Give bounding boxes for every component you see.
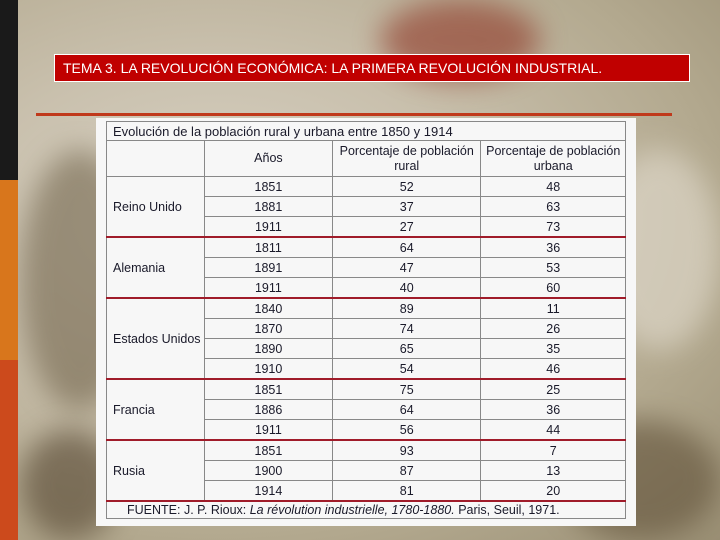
urban-pct-cell: 44 — [481, 420, 626, 441]
rural-pct-cell: 54 — [332, 359, 480, 380]
year-cell: 1910 — [204, 359, 332, 380]
urban-pct-cell: 73 — [481, 217, 626, 238]
year-cell: 1881 — [204, 197, 332, 217]
year-cell: 1890 — [204, 339, 332, 359]
country-cell: Alemania — [107, 237, 205, 298]
urban-pct-cell: 48 — [481, 177, 626, 197]
year-cell: 1911 — [204, 217, 332, 238]
table-row — [107, 237, 626, 258]
population-table — [106, 121, 626, 519]
rural-pct-cell: 56 — [332, 420, 480, 441]
table-row — [107, 298, 626, 319]
country-cell: Reino Unido — [107, 177, 205, 238]
urban-pct-cell: 35 — [481, 339, 626, 359]
country-cell: Francia — [107, 379, 205, 440]
urban-pct-cell: 60 — [481, 278, 626, 299]
table-source — [107, 501, 626, 519]
table-caption: Evolución de la población rural y urbana entre 1850 y 1914 — [107, 122, 626, 141]
source-suffix: Paris, Seuil, 1971. — [454, 503, 560, 517]
table-body — [107, 177, 626, 502]
rural-pct-cell: 89 — [332, 298, 480, 319]
urban-pct-cell: 36 — [481, 237, 626, 258]
rural-pct-cell: 37 — [332, 197, 480, 217]
urban-pct-cell: 53 — [481, 258, 626, 278]
urban-pct-cell: 63 — [481, 197, 626, 217]
rural-pct-cell: 75 — [332, 379, 480, 400]
rural-pct-cell: 47 — [332, 258, 480, 278]
country-cell: Estados Unidos — [107, 298, 205, 379]
year-cell: 1870 — [204, 319, 332, 339]
accent-bar-orange — [0, 180, 18, 360]
table-row — [107, 177, 626, 197]
header-rural: Porcentaje de población rural — [332, 141, 480, 177]
year-cell: 1886 — [204, 400, 332, 420]
rural-pct-cell: 81 — [332, 481, 480, 502]
header-years: Años — [204, 141, 332, 177]
rural-pct-cell: 27 — [332, 217, 480, 238]
year-cell: 1891 — [204, 258, 332, 278]
urban-pct-cell: 26 — [481, 319, 626, 339]
rural-pct-cell: 93 — [332, 440, 480, 461]
header-country — [107, 141, 205, 177]
table-row — [107, 440, 626, 461]
year-cell: 1911 — [204, 420, 332, 441]
rural-pct-cell: 64 — [332, 400, 480, 420]
country-cell: Rusia — [107, 440, 205, 501]
year-cell: 1851 — [204, 177, 332, 197]
urban-pct-cell: 25 — [481, 379, 626, 400]
urban-pct-cell: 36 — [481, 400, 626, 420]
year-cell: 1911 — [204, 278, 332, 299]
accent-bar-red — [0, 360, 18, 540]
year-cell: 1914 — [204, 481, 332, 502]
source-prefix: FUENTE: J. P. Rioux: — [127, 503, 250, 517]
urban-pct-cell: 7 — [481, 440, 626, 461]
slide-title — [54, 54, 690, 82]
rural-pct-cell: 87 — [332, 461, 480, 481]
year-cell: 1811 — [204, 237, 332, 258]
scanned-table-document — [96, 118, 636, 526]
year-cell: 1851 — [204, 440, 332, 461]
rural-pct-cell: 40 — [332, 278, 480, 299]
rural-pct-cell: 64 — [332, 237, 480, 258]
year-cell: 1851 — [204, 379, 332, 400]
urban-pct-cell: 11 — [481, 298, 626, 319]
accent-bar-black — [0, 0, 18, 180]
urban-pct-cell: 13 — [481, 461, 626, 481]
header-urban: Porcentaje de población urbana — [481, 141, 626, 177]
title-underline — [36, 113, 672, 116]
urban-pct-cell: 46 — [481, 359, 626, 380]
slide-title-text: TEMA 3. LA REVOLUCIÓN ECONÓMICA: LA PRIMERA REVOLUCIÓN INDUSTRIAL. — [63, 60, 603, 76]
year-cell: 1840 — [204, 298, 332, 319]
table-row — [107, 379, 626, 400]
source-title: La révolution industrielle, 1780-1880. — [249, 503, 455, 517]
rural-pct-cell: 52 — [332, 177, 480, 197]
rural-pct-cell: 74 — [332, 319, 480, 339]
rural-pct-cell: 65 — [332, 339, 480, 359]
urban-pct-cell: 20 — [481, 481, 626, 502]
year-cell: 1900 — [204, 461, 332, 481]
